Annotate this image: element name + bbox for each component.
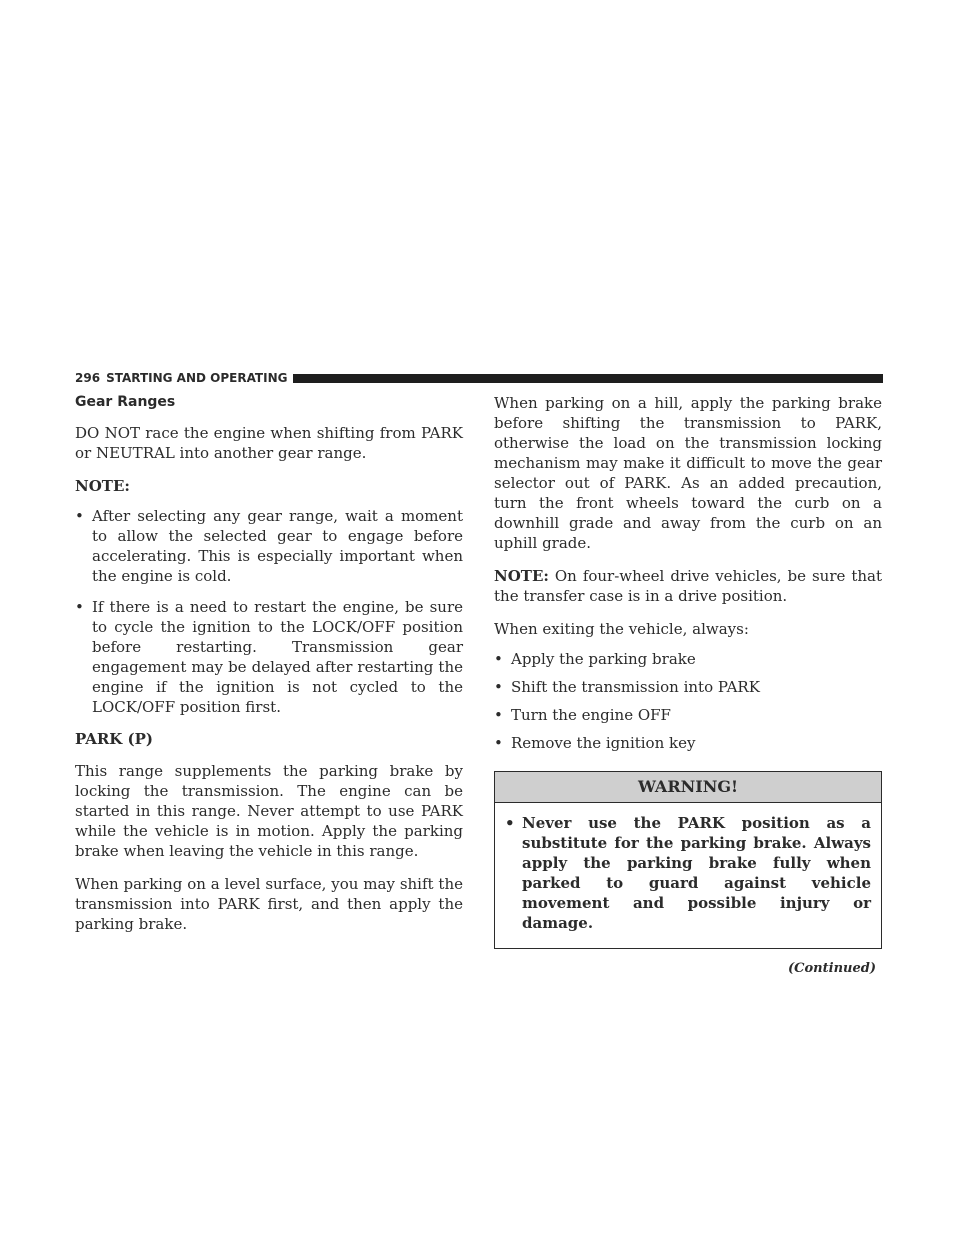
note-paragraph [494,566,882,606]
warning-box [494,771,882,949]
list-item [75,506,463,586]
bullet-icon: • [494,678,503,696]
intro-paragraph: DO NOT race the engine when shifting from PARK or NEUTRAL into another gear range. [75,424,463,462]
list-item-text: After selecting any gear range, wait a moment to allow the selected gear to engage before accelerating. This is especially important when the engine is cold. [92,507,463,585]
right-column [494,393,882,979]
bullet-icon: • [494,734,503,752]
continued-label: (Continued) [788,961,876,976]
list-item-text: Apply the parking brake [511,650,696,668]
list-item-text: Turn the engine OFF [511,706,671,724]
list-item-text: Remove the ignition key [511,734,696,752]
warning-title: WARNING! [495,772,881,803]
list-item [494,733,882,753]
park-paragraph-2: When parking on a level surface, you may shift the transmission into PARK first, and then apply the parking brake. [75,875,463,933]
list-item [75,597,463,717]
page-number: 296 [75,371,101,385]
note-label: NOTE: [494,567,549,585]
note-list [75,506,463,717]
section-name: STARTING AND OPERATING [106,371,288,385]
park-heading: PARK (P) [75,730,154,748]
exit-intro: When exiting the vehicle, always: [494,620,749,638]
list-item-text: Shift the transmission into PARK [511,678,760,696]
bullet-icon: • [494,706,503,724]
page-header [75,370,883,386]
hill-paragraph: When parking on a hill, apply the parking brake before shifting the transmission to PARK, otherwise the load on the transmission locking mechanism may make it difficult to move the gear selector out of PARK. As an added precaution, turn the front wheels toward the curb on a downhill grade and away from the curb on an uphill grade. [494,394,882,552]
bullet-icon: • [75,507,84,525]
list-item [505,813,871,933]
list-item-text: Never use the PARK position as a substitute for the parking brake. Always apply the parking brake fully when parked to guard against vehicle movement and possible injury or damage. [522,814,871,932]
bullet-icon: • [505,814,515,832]
list-item [494,705,882,725]
note-text: On four-wheel drive vehicles, be sure that the transfer case is in a drive position. [494,567,882,605]
bullet-icon: • [494,650,503,668]
park-paragraph-1: This range supplements the parking brake by locking the transmission. The engine can be started in this range. Never attempt to use PARK while the vehicle is in motion. Apply the parking brake when leaving the vehicle in this range. [75,762,463,860]
warning-list [505,813,871,933]
exit-list [494,649,882,753]
note-label: NOTE: [75,477,130,495]
bullet-icon: • [75,598,84,616]
list-item [494,677,882,697]
warning-body [495,803,881,948]
section-title: Gear Ranges [75,394,176,410]
left-column [75,393,463,947]
list-item-text: If there is a need to restart the engine, be sure to cycle the ignition to the LOCK/OFF position before restarting. Transmission gear engagement may be delayed after restarting the engine if the ignition is not cycled to the LOCK/OFF position first. [92,598,463,716]
list-item [494,649,882,669]
header-rule [293,374,883,383]
